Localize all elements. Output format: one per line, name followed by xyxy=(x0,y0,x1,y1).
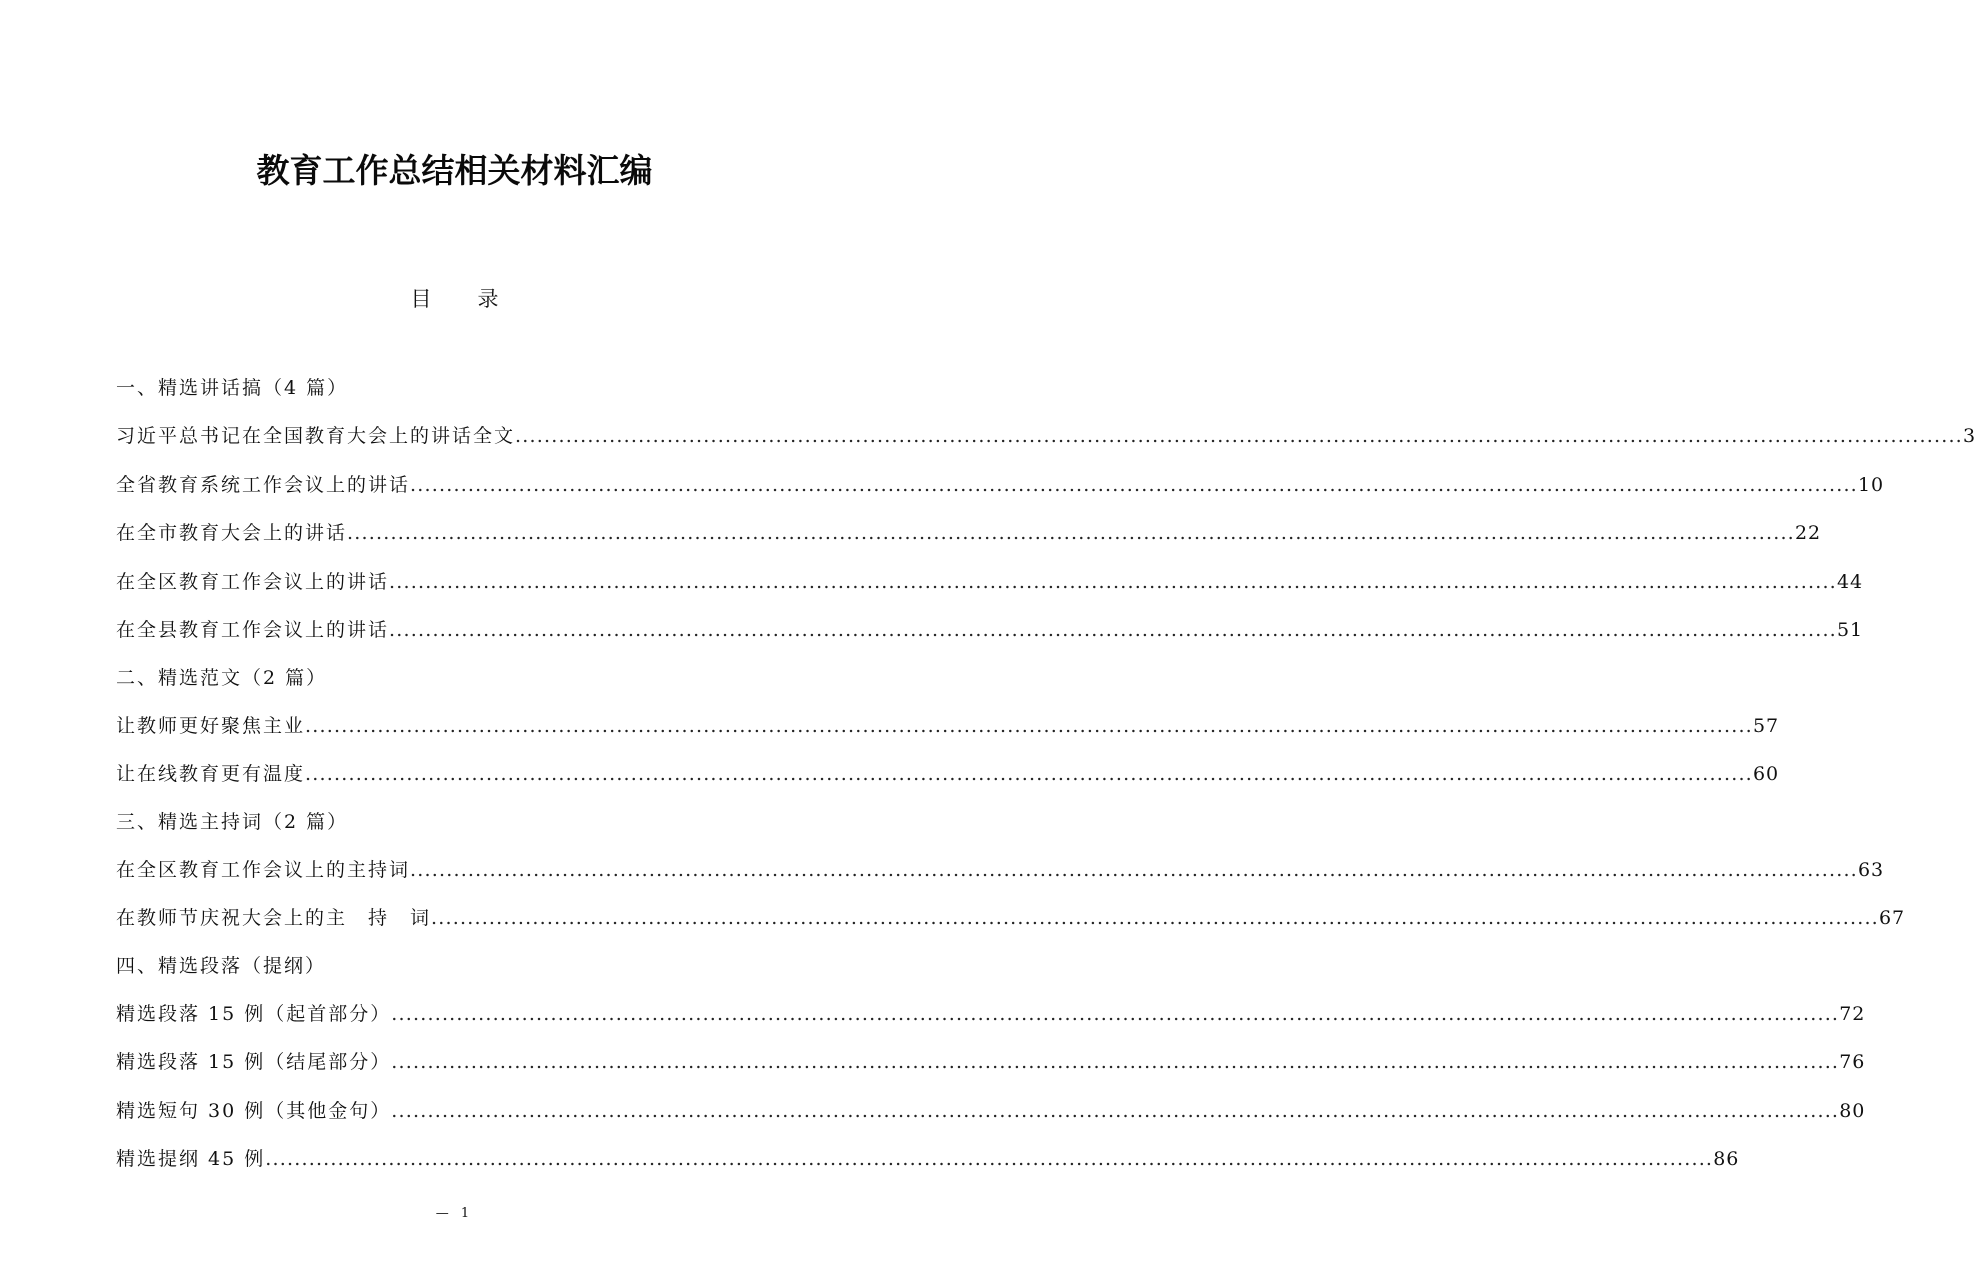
toc-dot-leader: ........................................................................................................................................................................................................ xyxy=(389,619,1837,641)
table-of-contents xyxy=(116,365,1976,1184)
toc-entry[interactable] xyxy=(116,894,1906,943)
toc-entry[interactable] xyxy=(116,750,1780,799)
toc-dot-leader: ........................................................................................................................................................................................................ xyxy=(410,858,1858,881)
toc-entry[interactable] xyxy=(116,846,1885,895)
toc-entry-page-number: 10 xyxy=(1857,473,1885,496)
toc-entry-page-number: 72 xyxy=(1839,1002,1866,1025)
toc-section-heading: 三、精选主持词（2 篇） xyxy=(116,810,349,833)
toc-entry-title: 在全区教育工作会议上的主持词 xyxy=(116,858,411,881)
toc-entry-title: 在全市教育大会上的讲话 xyxy=(116,522,348,544)
toc-entry[interactable] xyxy=(116,509,1822,558)
toc-entry-page-number: 80 xyxy=(1839,1099,1866,1122)
toc-entry-page-number: 63 xyxy=(1857,858,1885,881)
toc-dot-leader: ........................................................................................................................................................................................................ xyxy=(391,1051,1840,1073)
toc-entry[interactable] xyxy=(116,412,1976,461)
toc-section-heading: 四、精选段落（提纲） xyxy=(116,954,327,977)
toc-dot-leader: ........................................................................................................................................................................................................ xyxy=(515,425,1963,447)
toc-entry-title: 精选段落 15 例（结尾部分） xyxy=(116,1051,392,1073)
toc-dot-leader: ........................................................................................................................................................................................................ xyxy=(391,1002,1840,1025)
toc-entry-title: 在全区教育工作会议上的讲话 xyxy=(116,570,390,593)
toc-entry[interactable] xyxy=(116,1135,1740,1184)
toc-heading-right: 录 xyxy=(477,287,499,311)
toc-entry-page-number: 76 xyxy=(1839,1051,1866,1073)
toc-entry-page-number: 22 xyxy=(1794,522,1822,544)
toc-entry[interactable] xyxy=(116,990,1866,1039)
toc-dot-leader: ........................................................................................................................................................................................................ xyxy=(265,1148,1714,1170)
toc-dot-leader: ........................................................................................................................................................................................................ xyxy=(347,522,1795,544)
toc-entry[interactable] xyxy=(116,558,1864,607)
toc-entry-title: 精选段落 15 例（起首部分） xyxy=(116,1002,392,1025)
toc-entry-title: 精选提纲 45 例 xyxy=(116,1148,266,1170)
toc-entry[interactable] xyxy=(116,606,1864,655)
toc-dot-leader: ........................................................................................................................................................................................................ xyxy=(389,570,1837,593)
toc-entry-page-number: 51 xyxy=(1836,619,1864,641)
toc-entry-page-number: 86 xyxy=(1713,1148,1740,1170)
toc-entry[interactable] xyxy=(116,1087,1866,1136)
toc-entry[interactable] xyxy=(116,1038,1866,1087)
toc-section-heading: 一、精选讲话搞（4 篇） xyxy=(116,377,349,399)
toc-entry-page-number: 44 xyxy=(1836,570,1864,593)
toc-dot-leader: ........................................................................................................................................................................................................ xyxy=(431,907,1879,929)
toc-entry[interactable] xyxy=(116,461,1885,510)
toc-dot-leader: ........................................................................................................................................................................................................ xyxy=(391,1099,1840,1122)
toc-entry-page-number: 67 xyxy=(1878,907,1906,929)
toc-dot-leader: ........................................................................................................................................................................................................ xyxy=(305,763,1753,785)
document-title: 教育工作总结相关材料汇编 xyxy=(256,151,653,190)
toc-heading xyxy=(0,282,909,316)
toc-entry-page-number: 57 xyxy=(1752,714,1780,737)
toc-entry-page-number: 60 xyxy=(1752,763,1780,785)
page-number: — 1 xyxy=(435,1206,474,1221)
toc-dot-leader: ........................................................................................................................................................................................................ xyxy=(305,714,1753,737)
toc-entry-page-number: 3 xyxy=(1962,425,1976,447)
toc-entry-title: 在全县教育工作会议上的讲话 xyxy=(116,619,390,641)
toc-entry-title: 精选短句 30 例（其他金句） xyxy=(116,1099,392,1122)
toc-dot-leader: ........................................................................................................................................................................................................ xyxy=(410,473,1858,496)
toc-heading-left: 目 xyxy=(410,287,432,311)
toc-entry-title: 全省教育系统工作会议上的讲话 xyxy=(116,473,411,496)
toc-entry[interactable] xyxy=(116,702,1780,751)
toc-entry-title: 习近平总书记在全国教育大会上的讲话全文 xyxy=(116,425,516,447)
toc-section-heading: 二、精选范文（2 篇） xyxy=(116,666,328,689)
toc-entry-title: 让在线教育更有温度 xyxy=(116,763,306,785)
toc-entry-title: 让教师更好聚焦主业 xyxy=(116,714,306,737)
toc-entry-title: 在教师节庆祝大会上的主 持 词 xyxy=(116,907,432,929)
